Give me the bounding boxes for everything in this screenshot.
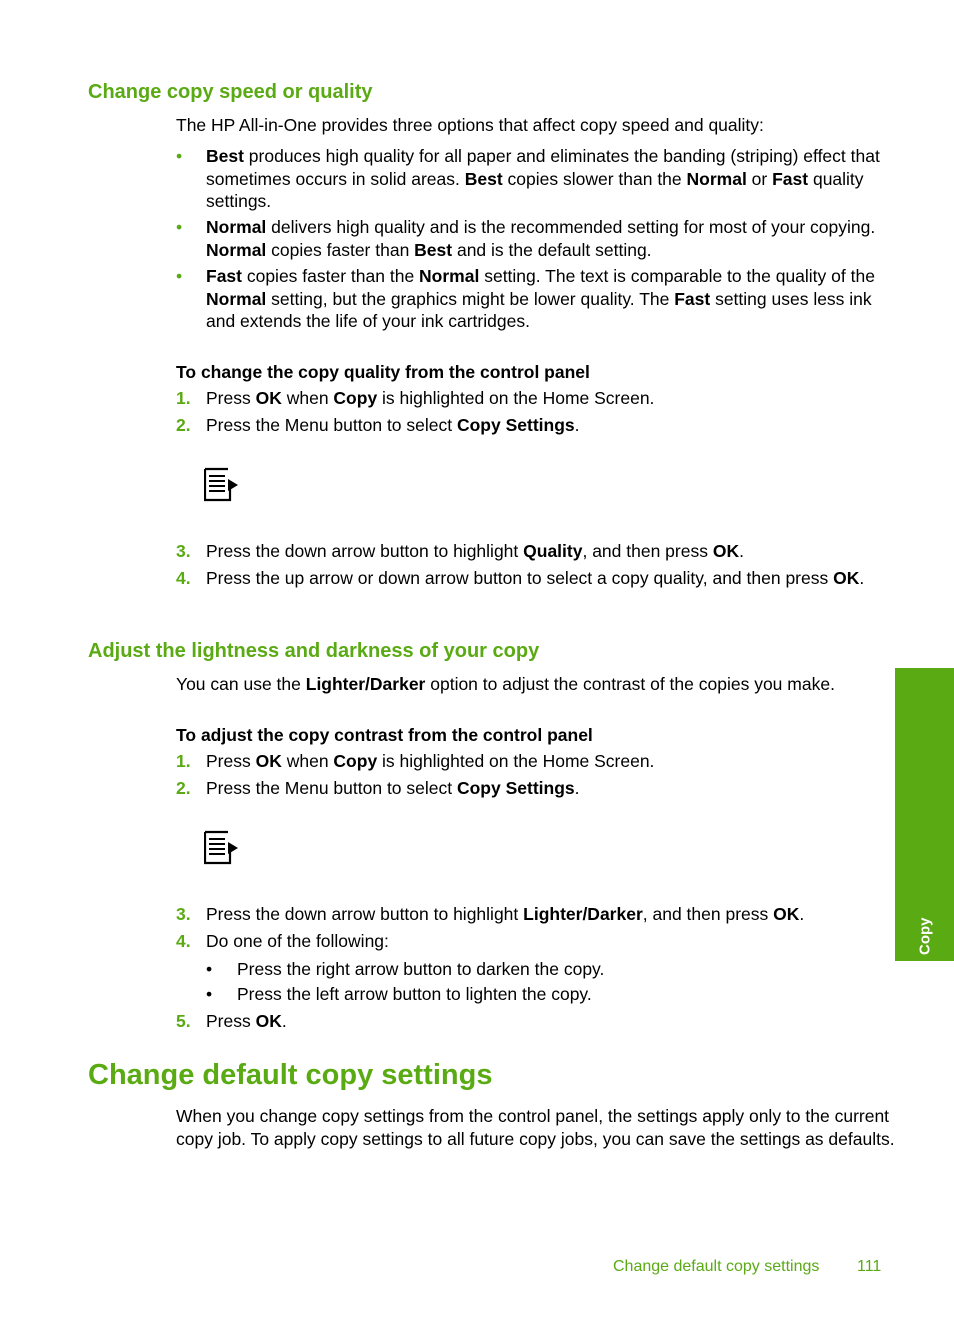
step-item: 4. Press the up arrow or down arrow button to select a copy quality, and then press OK. [176, 568, 865, 588]
step-number: 2. [176, 415, 191, 435]
chapter-side-tab [895, 668, 954, 961]
default-settings-paragraph: When you change copy settings from the control panel, the settings apply only to the current copy job. To apply copy settings to all future copy jobs, you can save the settings as defaults. [176, 1106, 895, 1149]
step-item: 2. Press the Menu button to select Copy Settings. [176, 415, 580, 435]
section-heading-default-settings: Change default copy settings [88, 1059, 493, 1091]
step-number: 3. [176, 904, 191, 924]
procedure-title-contrast: To adjust the copy contrast from the control panel [176, 725, 593, 745]
menu-button-icon [204, 467, 240, 503]
page-number: 111 [857, 1258, 882, 1275]
intro-paragraph: You can use the Lighter/Darker option to adjust the contrast of the copies you make. [176, 674, 835, 694]
bullet-item-best: • Best produces high quality for all paper and eliminates the banding (striping) effect that sometimes occurs in solid areas. Best copies slower than the Normal or Fast quality settings. [176, 146, 880, 211]
footer-title: Change default copy settings [613, 1258, 820, 1275]
step-item: 4. Do one of the following: [176, 931, 389, 951]
step-item: 3. Press the down arrow button to highlight Quality, and then press OK. [176, 541, 744, 561]
step-item: 5. Press OK. [176, 1011, 287, 1031]
bullet-marker: • [206, 959, 213, 979]
chapter-tab-label: Copy [916, 917, 934, 955]
step-number: 2. [176, 778, 191, 798]
section-heading-lightness: Adjust the lightness and darkness of your copy [88, 640, 540, 662]
step-item: 1. Press OK when Copy is highlighted on the Home Screen. [176, 751, 655, 771]
step-number: 3. [176, 541, 191, 561]
menu-button-icon [204, 830, 240, 866]
sub-bullet-item: • Press the right arrow button to darken the copy. [206, 959, 605, 979]
bullet-item-normal: • Normal delivers high quality and is the recommended setting for most of your copying. Normal copies faster than Best and is the default setting. [176, 217, 876, 260]
step-item: 2. Press the Menu button to select Copy Settings. [176, 778, 580, 798]
procedure-title-quality: To change the copy quality from the control panel [176, 362, 590, 382]
bullet-marker: • [176, 217, 183, 237]
bullet-item-fast: • Fast copies faster than the Normal setting. The text is comparable to the quality of the Normal setting, but the graphics might be lower quality. The Fast setting uses less ink and extends the life of your ink cartridges. [176, 266, 875, 331]
step-number: 5. [176, 1011, 191, 1031]
step-number: 1. [176, 751, 191, 771]
step-number: 4. [176, 931, 191, 951]
bullet-marker: • [176, 266, 183, 286]
step-item: 1. Press OK when Copy is highlighted on the Home Screen. [176, 388, 655, 408]
step-number: 4. [176, 568, 191, 588]
step-item: 3. Press the down arrow button to highlight Lighter/Darker, and then press OK. [176, 904, 805, 924]
bullet-marker: • [206, 984, 213, 1004]
step-number: 1. [176, 388, 191, 408]
section-heading-copy-speed: Change copy speed or quality [88, 81, 373, 103]
intro-paragraph: The HP All-in-One provides three options that affect copy speed and quality: [176, 115, 764, 135]
sub-bullet-item: • Press the left arrow button to lighten the copy. [206, 984, 592, 1004]
bullet-marker: • [176, 146, 183, 166]
